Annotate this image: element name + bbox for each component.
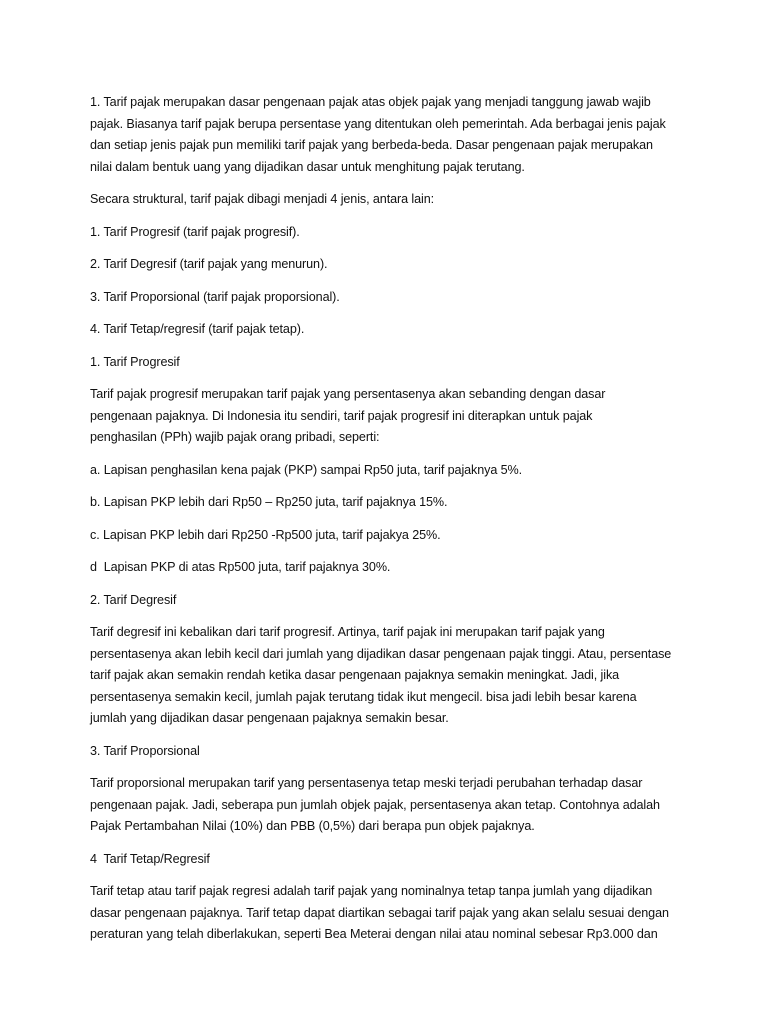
tetap-paragraph: Tarif tetap atau tarif pajak regresi adalah tarif pajak yang nominalnya tetap tanpa jumlah yang dijadikan dasar pengenaan pajaknya. Tarif tetap dapat diartikan sebagai tarif pajak yang akan selalu sesuai dengan peraturan yang telah diberlakukan, seperti Bea Meterai dengan nilai atau nominal sebesar Rp3.000 dan [90,884,669,941]
section-heading-progresif: 1. Tarif Progresif [90,354,180,369]
structure-intro-text: Secara struktural, tarif pajak dibagi menjadi 4 jenis, antara lain: [90,192,435,206]
progresif-paragraph: Tarif pajak progresif merupakan tarif pajak yang persentasenya akan sebanding dengan dasar pengenaan pajaknya. Di Indonesia itu sendiri, tarif pajak progresif ini diterapkan untuk pajak penghasilan (PPh) wajib pajak orang pribadi, seperti: [90,387,606,444]
list-item-lapisan-c: c. Lapisan PKP lebih dari Rp250 -Rp500 juta, tarif pajakya 25%. [90,527,441,542]
section-heading-proporsional: 3. Tarif Proporsional [90,743,200,758]
list-item-degresif: 2. Tarif Degresif (tarif pajak yang menurun). [90,257,328,271]
list-item-tetap: 4. Tarif Tetap/regresif (tarif pajak tetap). [90,322,305,336]
list-item-progresif: 1. Tarif Progresif (tarif pajak progresif). [90,224,300,239]
proporsional-paragraph: Tarif proporsional merupakan tarif yang persentasenya tetap meski terjadi perubahan terhadap dasar pengenaan pajak. Jadi, seberapa pun jumlah objek pajak, persentasenya akan tetap. Contohnya adalah Pajak Pertambahan Nilai (10%) dan PBB (0,5%) dari berapa pun objek pajaknya. [90,776,660,833]
degresif-paragraph: Tarif degresif ini kebalikan dari tarif progresif. Artinya, tarif pajak ini merupakan tarif pajak yang persentasenya akan lebih kecil dari jumlah yang dijadikan dasar pengenaan pajak tinggi. Atau, persentase tarif pajak akan semakin rendah ketika dasar pengenaan pajaknya semakin meningkat. Jadi, jika persentasenya semakin kecil, jumlah pajak terutang tidak ikut mengecil. bisa jadi lebih besar karena jumlah yang dijadikan dasar pengenaan pajaknya semakin besar. [90,625,672,725]
document-page [90,92,675,946]
section-heading-tetap: 4 Tarif Tetap/Regresif [90,851,210,866]
intro-paragraph: 1. Tarif pajak merupakan dasar pengenaan pajak atas objek pajak yang menjadi tanggung jawab wajib pajak. Biasanya tarif pajak berupa persentase yang ditentukan oleh pemerintah. Ada berbagai jenis pajak dan setiap jenis pajak pun memiliki tarif pajak yang berbeda-beda. Dasar pengenaan pajak merupakan nilai dalam bentuk uang yang dijadikan dasar untuk menghitung pajak terutang. [90,95,666,174]
list-item-lapisan-b: b. Lapisan PKP lebih dari Rp50 – Rp250 juta, tarif pajaknya 15%. [90,495,448,509]
list-item-lapisan-a: a. Lapisan penghasilan kena pajak (PKP) sampai Rp50 juta, tarif pajaknya 5%. [90,462,523,477]
list-item-proporsional: 3. Tarif Proporsional (tarif pajak proporsional). [90,289,340,304]
list-item-lapisan-d: d Lapisan PKP di atas Rp500 juta, tarif pajaknya 30%. [90,560,391,574]
section-heading-degresif: 2. Tarif Degresif [90,592,177,607]
